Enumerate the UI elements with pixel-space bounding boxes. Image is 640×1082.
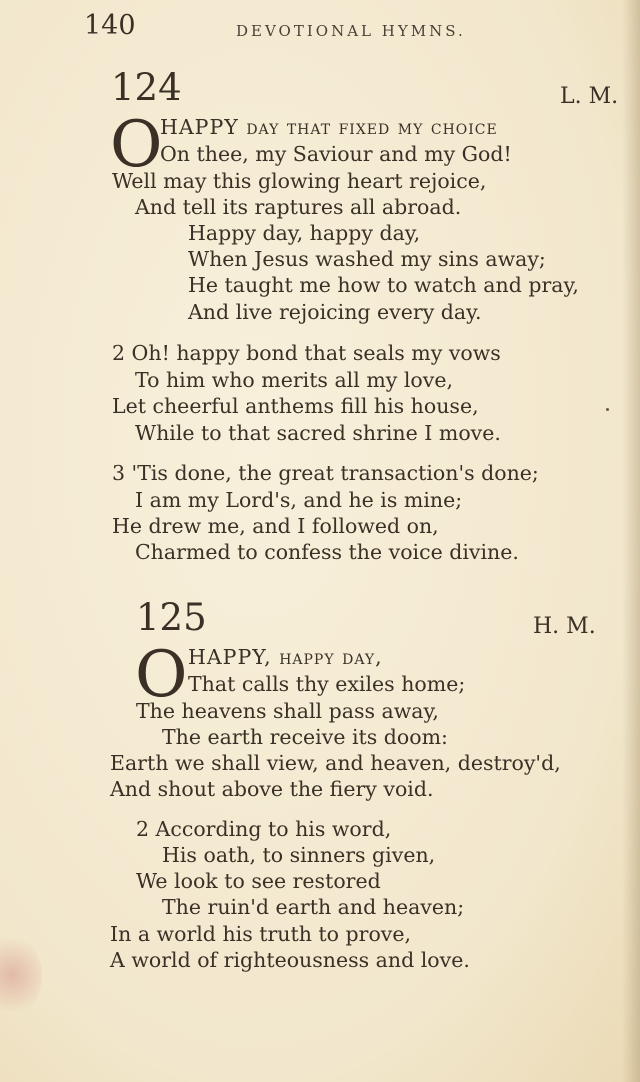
hymn-line: Charmed to confess the voice divine.	[135, 540, 519, 564]
hymn-number: 124	[111, 66, 182, 109]
hymn-line: Well may this glowing heart rejoice,	[112, 169, 487, 193]
hymn-line: Let cheerful anthems fill his house,	[112, 394, 479, 418]
running-head: DEVOTIONAL HYMNS.	[236, 22, 466, 40]
hymn-line: Happy day, happy day,	[188, 221, 421, 245]
hymn-line: The heavens shall pass away,	[136, 699, 439, 723]
hymn-line: In a world his truth to prove,	[110, 922, 412, 946]
hymn-line: He taught me how to watch and pray,	[188, 273, 579, 297]
hymn-line: His oath, to sinners given,	[162, 843, 436, 867]
hymn-line: To him who merits all my love,	[135, 368, 453, 392]
hymn-line: 3 'Tis done, the great transaction's done;	[112, 461, 539, 485]
drop-cap: O	[110, 108, 163, 182]
hymn-meter: H. M.	[533, 614, 596, 639]
hymn-line: And live rejoicing every day.	[188, 300, 482, 324]
hymn-line: HAPPY, happy day,	[188, 645, 383, 669]
ink-speck	[606, 408, 609, 411]
hymn-line: Earth we shall view, and heaven, destroy'd,	[110, 751, 561, 775]
drop-cap: O	[135, 638, 188, 712]
page-edge-shadow	[622, 0, 640, 1082]
hymn-line: I am my Lord's, and he is mine;	[135, 488, 463, 512]
hymn-line: The earth receive its doom:	[162, 725, 448, 749]
hymn-line: When Jesus washed my sins away;	[188, 247, 546, 271]
hymn-line: That calls thy exiles home;	[188, 672, 466, 696]
hymn-line: On thee, my Saviour and my God!	[160, 142, 512, 166]
hymn-line: While to that sacred shrine I move.	[135, 421, 501, 445]
hymn-line: The ruin'd earth and heaven;	[162, 895, 465, 919]
page-header	[84, 10, 620, 40]
hymn-line: He drew me, and I followed on,	[112, 514, 439, 538]
hymn-line: 2 Oh! happy bond that seals my vows	[112, 341, 501, 365]
hymn-line: HAPPY day that fixed my choice	[160, 115, 498, 139]
hymn-number: 125	[136, 596, 207, 639]
hymn-line: And tell its raptures all abroad.	[135, 195, 462, 219]
hymn-line: A world of righteousness and love.	[110, 948, 470, 972]
hymn-line: 2 According to his word,	[136, 817, 392, 841]
hymn-meter: L. M.	[560, 84, 619, 109]
hymn-line: We look to see restored	[136, 869, 381, 893]
hymn-line: And shout above the fiery void.	[110, 777, 434, 801]
page-number: 140	[84, 10, 136, 41]
paper-stain	[0, 935, 42, 1015]
